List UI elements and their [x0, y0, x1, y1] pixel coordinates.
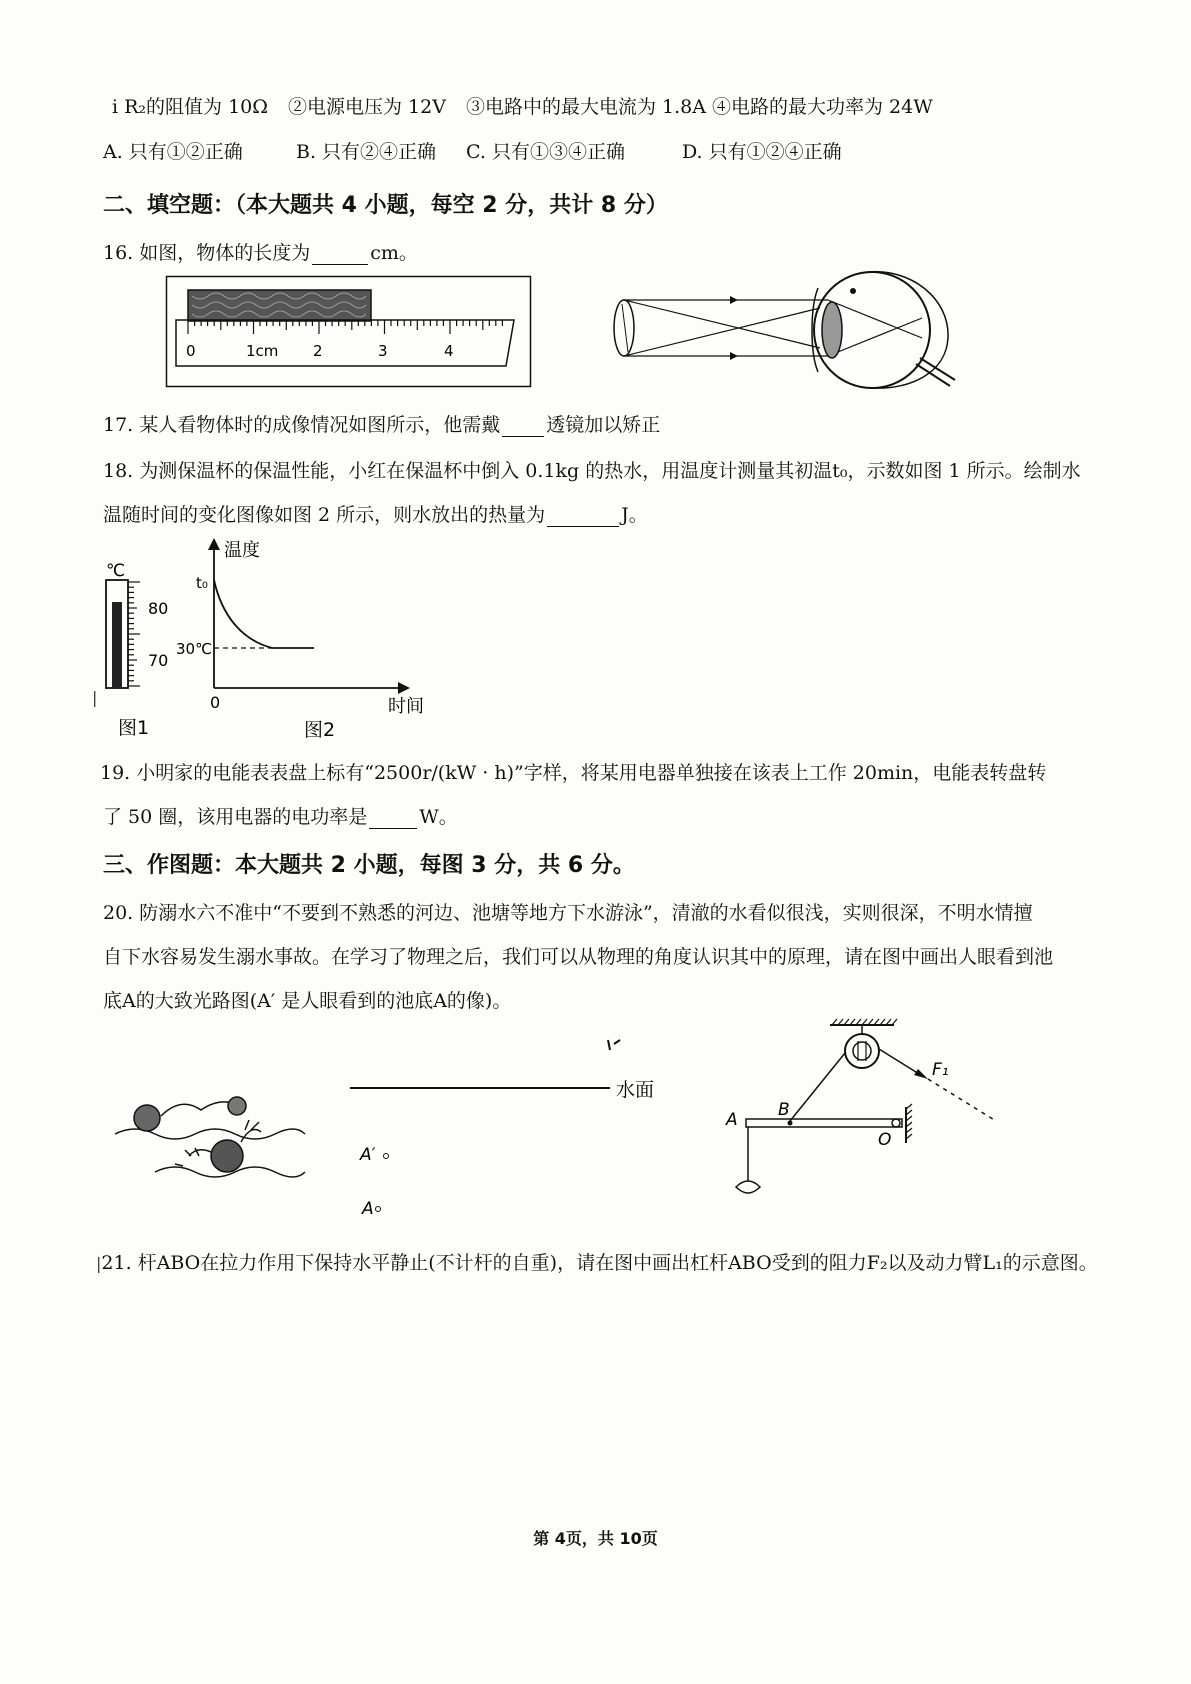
- thermo-liquid: [112, 602, 122, 688]
- ruler-label-4: 4: [444, 342, 454, 360]
- graph-ylabel: 温度: [224, 540, 260, 561]
- q20-line1: 20. 防溺水六不准中“不要到不熟悉的河边、池塘等地方下水游泳”，清澈的水看似很浅，实则很深，不明水情擅: [103, 902, 1033, 924]
- lever-diagram: [718, 1015, 1008, 1215]
- tick-mark: [906, 1104, 912, 1109]
- eye-diagram: [610, 258, 955, 388]
- q16-stem: 16. 如图，物体的长度为: [103, 242, 311, 264]
- q16-blank: [312, 242, 368, 265]
- hanging-weight: [736, 1181, 760, 1193]
- fig1-label: 图1: [118, 717, 150, 739]
- q20-line2: 自下水容易发生溺水事故。在学习了物理之后，我们可以从物理的角度认识其中的原理，请在图中画出人眼看到池: [103, 946, 1054, 968]
- fig2-label: 图2: [304, 719, 336, 741]
- cooling-curve: [214, 580, 314, 648]
- q17-stem: 17. 某人看物体时的成像情况如图所示，他需戴: [103, 414, 501, 436]
- q17-text: [103, 410, 660, 437]
- statement-4: ④电路的最大功率为 24W: [712, 96, 933, 118]
- q16-unit: cm。: [370, 242, 418, 264]
- q19-line2: [103, 802, 458, 829]
- option-a: A. 只有①②正确: [103, 141, 243, 163]
- a-label: A: [362, 1199, 374, 1219]
- q18-line1: 18. 为测保温杯的保温性能，小红在保温杯中倒入 0.1kg 的热水，用温度计测量其初温t₀，示数如图 1 所示。绘制水: [103, 460, 1081, 482]
- ruler-label-2: 2: [313, 342, 323, 360]
- swimmers-illustration: [105, 1090, 315, 1190]
- scan-mark: |: [92, 688, 98, 707]
- eye-lens: [822, 302, 842, 358]
- q18-blank: [547, 504, 619, 527]
- temperature-graph: [176, 536, 437, 746]
- ruler-figure: [166, 276, 532, 388]
- ruler-ticks: [188, 320, 502, 334]
- q18-stem: 温随时间的变化图像如图 2 所示，则水放出的热量为: [103, 504, 546, 526]
- q16-text: [103, 238, 418, 265]
- ruler-body: [176, 320, 514, 366]
- lever-bar: [746, 1119, 902, 1127]
- a-prime-label: A′: [360, 1145, 376, 1165]
- pulley: [845, 1034, 879, 1068]
- label-o: O: [878, 1130, 892, 1150]
- thermo-80: 80: [148, 599, 169, 618]
- section2-heading: 二、填空题：（本大题共 4 小题，每空 2 分，共计 8 分）: [103, 193, 668, 218]
- pivot-o: [892, 1119, 900, 1127]
- graph-xlabel: 时间: [388, 696, 424, 717]
- margin-mark: |: [96, 1254, 102, 1273]
- object-shape: [614, 300, 634, 356]
- water-diagram: [340, 1030, 670, 1220]
- ruler-label-1: 1cm: [246, 342, 279, 360]
- eye-mark: [608, 1040, 620, 1050]
- option-d: D. 只有①②④正确: [682, 141, 842, 163]
- f1-extension: [928, 1079, 996, 1121]
- q18-unit: J。: [621, 504, 648, 526]
- graph-origin: 0: [210, 693, 221, 712]
- measured-object: [188, 290, 371, 321]
- rope-to-b: [790, 1053, 845, 1121]
- q17-tail: 透镜加以矫正: [546, 414, 661, 436]
- statement-1: i R₂的阻值为 10Ω: [112, 96, 269, 118]
- a-point: [376, 1207, 381, 1212]
- f1-label: F₁: [932, 1060, 949, 1080]
- graph-30: 30℃: [176, 640, 212, 658]
- label-b: B: [778, 1100, 790, 1120]
- q19-unit: W。: [419, 806, 458, 828]
- ruler-label-0: 0: [186, 342, 196, 360]
- statement-3: ③电路中的最大电流为 1.8A: [466, 96, 706, 118]
- label-a: A: [726, 1110, 738, 1130]
- q18-line2: [103, 500, 648, 527]
- q19-blank: [369, 806, 417, 829]
- ruler-label-3: 3: [378, 342, 388, 360]
- q21-text: [96, 1248, 1098, 1275]
- q20-line3: 底A的大致光路图(A′ 是人眼看到的池底A的像)。: [103, 990, 512, 1012]
- thermo-unit: ℃: [106, 561, 126, 581]
- q17-blank: [502, 414, 544, 437]
- q19-line1: 19. 小明家的电能表表盘上标有“2500r/(kW · h)”字样，将某用电器单独接在该表上工作 20min，电能表转盘转: [100, 762, 1047, 784]
- page-footer: 第 4页，共 10页: [533, 1529, 658, 1548]
- thermo-70: 70: [148, 651, 169, 670]
- option-c: C. 只有①③④正确: [466, 141, 625, 163]
- tick-mark: [892, 1019, 897, 1025]
- option-b: B. 只有②④正确: [296, 141, 437, 163]
- q21-stem: 21. 杆ABO在拉力作用下保持水平静止(不计杆的自重)，请在图中画出杠杆ABO受到的阻力F₂以及动力臂L₁的示意图。: [101, 1252, 1098, 1274]
- water-label: 水面: [616, 1079, 655, 1101]
- q19-stem: 了 50 圈，该用电器的电功率是: [103, 806, 368, 828]
- statement-2: ②电源电压为 12V: [288, 96, 446, 118]
- a-prime-point: [384, 1154, 389, 1159]
- light-rays: [624, 300, 922, 356]
- graph-t0: t₀: [196, 574, 208, 592]
- section3-heading: 三、作图题：本大题共 2 小题，每图 3 分，共 6 分。: [103, 853, 635, 878]
- thermo-ticks: [128, 582, 140, 686]
